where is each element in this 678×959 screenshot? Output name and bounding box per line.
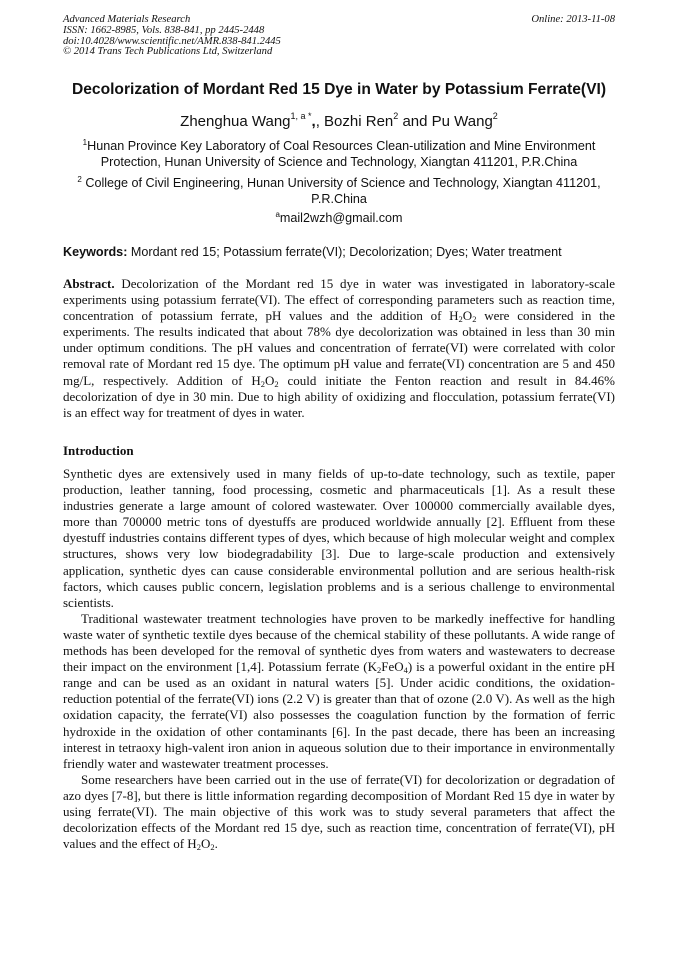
affiliation-1: [62, 138, 616, 170]
subscript: 2: [196, 842, 201, 853]
abstract-text: O: [265, 372, 275, 388]
intro-text: ) is a powerful oxidant in the entire pH range and can be used as an oxidant in natural waters [5]. Under acidic conditions, the oxidation-reduction potential of the ferrate(VI) ions (2.2 V) is greater than that of ozone (2.0 V). As well as the high oxidation capacity, the ferrate(VI) also possesses the coagulation function by the formation of ferric hydroxide in the oxidation of other contaminants [6]. In the past decade, there has been an increasing interest in tetraoxy high-valent iron anion in aqueous solution due to their importance in environmentally friendly water and wastewater treatment processes.: [63, 659, 615, 771]
author-name: and Pu Wang: [398, 113, 493, 130]
copyright-line: © 2014 Trans Tech Publications Ltd, Switzerland: [63, 46, 273, 58]
subscript: 2: [210, 842, 215, 853]
journal-name: Advanced Materials Research: [63, 14, 191, 25]
affiliation-2: [62, 175, 616, 207]
abstract-text: were considered in the experiments. The results indicated that about 78% dye decolorization was obtained in less than 30 min under optimum conditions. The pH values and concentration of ferrate(VI) were correlated with color removal rate of Mordant red 15 dye. The optimum pH value and ferrate(VI) concentration are 5 and 450 mg/L, respectively. Addition of H: [63, 308, 616, 388]
author-superscript: 2: [393, 111, 399, 121]
paper-title: Decolorization of Mordant Red 15 Dye in Water by Potassium Ferrate(VI): [71, 81, 607, 98]
intro-text: Some researchers have been carried out in the use of ferrate(VI) for decolorization or degradation of azo dyes [7-8], but there is little information regarding decomposition of Mordant Red 15 dye in water by using ferrate(VI). The main objective of this work was to study several parameters that affect the decolorization effects of the Mordant red 15 dye, such as reaction time, concentration of ferrate(VI), pH values and the effect of H: [63, 771, 615, 852]
online-date: Online: 2013-11-08: [531, 14, 615, 25]
subscript: 2: [472, 314, 477, 325]
keywords-label: Keywords:: [63, 245, 128, 259]
affiliation-text: College of Civil Engineering, Hunan University of Science and Technology, Xiangtan 411201, P.R.China: [81, 176, 601, 206]
author-list: [40, 113, 638, 130]
abstract-section: [63, 276, 615, 421]
subscript: 2: [260, 378, 266, 389]
subscript: 4: [403, 665, 408, 676]
email-line: [62, 210, 616, 226]
affiliation-superscript: 1: [82, 138, 88, 147]
intro-paragraph-3: [63, 772, 615, 852]
intro-text: Traditional wastewater treatment technologies have proven to be markedly ineffective for handling waste water of synthetic textile dyes because of the chemical stability of these pollutants. A wide range of methods has been developed for the removal of synthetic dyes from waters and wastewaters to decrease their impact on the environment [1,4]. Potassium ferrate (K: [63, 610, 615, 675]
keywords-text: Mordant red 15; Potassium ferrate(VI); Decolorization; Dyes; Water treatment: [127, 245, 562, 259]
intro-paragraph-2: [63, 611, 615, 772]
author-superscript: 1, a *: [290, 111, 312, 121]
keywords-line: [63, 245, 623, 259]
subscript: 2: [376, 665, 382, 676]
introduction-section: [63, 466, 615, 852]
intro-text: FeO: [381, 659, 404, 675]
journal-header: [63, 15, 615, 58]
author-separator: ,: [311, 113, 316, 130]
subscript: 2: [458, 314, 463, 325]
doi-line[interactable]: doi:10.4028/www.scientific.net/AMR.838-841.2445: [63, 35, 281, 47]
affiliation-superscript: 2: [77, 175, 82, 184]
email-address[interactable]: mail2wzh@gmail.com: [279, 211, 403, 225]
issn-line: ISSN: 1662-8985, Vols. 838-841, pp 2445-2448: [63, 24, 265, 36]
author-name: Zhenghua Wang: [180, 113, 291, 130]
abstract-text: could initiate the Fenton reaction and result in 84.46% decolorization of dye in 30 min. Due to high ability of oxidizing and flocculation, potassium ferrate(VI) is an effect way for treatment of dyes in water.: [63, 372, 615, 420]
email-superscript: a: [275, 210, 280, 219]
affiliation-text: Hunan Province Key Laboratory of Coal Resources Clean-utilization and Mine Environment Protection, Hunan University of Science and Technology, Xiangtan 411201, P.R.China: [87, 139, 596, 169]
introduction-heading: Introduction: [63, 443, 134, 458]
author-superscript: 2: [492, 111, 498, 121]
abstract-paragraph: [63, 276, 615, 421]
abstract-text: O: [462, 308, 473, 324]
intro-paragraph-1: Synthetic dyes are extensively used in many fields of up-to-date technology, such as textile, paper production, leather tanning, food processing, cosmetic and pharmaceuticals [1]. As a result these industries generate a large amount of colored wastewater. Over 100000 commercially available dyes, more than 700000 metric tons of dyestuffs are produced worldwide annually [2]. Effluent from these dyestuff industries contains different types of dyes, which because of high molecular weight and complex structures, shows very low biodegradability [3]. Due to large-scale production and extensively application, synthetic dyes can cause considerable environmental pollution and are serious health-risk factors, which causes public concern, legislation problems and is a serious challenge to environmental scientists.: [63, 466, 615, 610]
subscript: 2: [274, 378, 279, 389]
abstract-label: Abstract.: [63, 276, 115, 291]
intro-text: O: [200, 836, 211, 852]
author-name: , Bozhi Ren: [315, 113, 394, 130]
intro-text: .: [214, 836, 218, 852]
abstract-text: Decolorization of the Mordant red 15 dye in water was investigated in laboratory-scale experiments using potassium ferrate(VI). The effect of corresponding parameters such as reaction time, concentration of potassium ferrate, pH values and the addition of H: [63, 276, 615, 324]
